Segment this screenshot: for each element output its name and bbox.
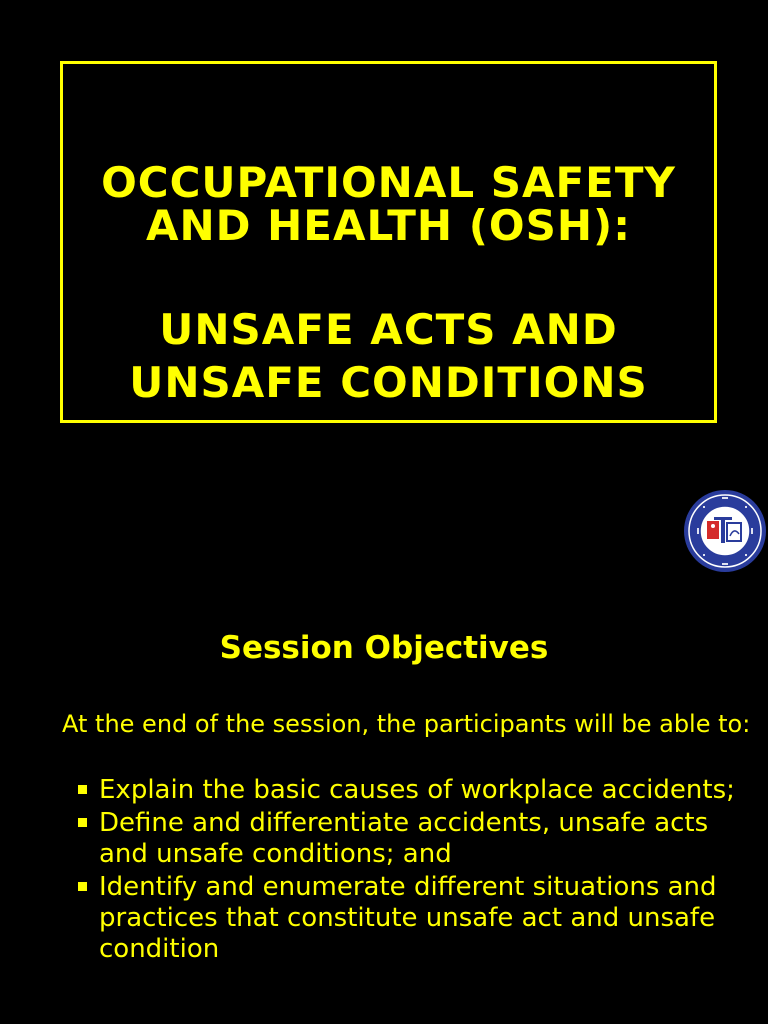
bullet-square-icon bbox=[78, 818, 87, 827]
title-line-1: OCCUPATIONAL SAFETY bbox=[101, 158, 676, 207]
objective-item bbox=[76, 775, 756, 806]
title-line-3: UNSAFE ACTS AND bbox=[159, 305, 618, 354]
title-box bbox=[60, 61, 717, 423]
objective-item bbox=[76, 808, 756, 870]
objective-item bbox=[76, 872, 756, 965]
objective-text: Identify and enumerate different situations and practices that constitute unsafe act and unsafe condition bbox=[99, 872, 717, 964]
bullet-square-icon bbox=[78, 882, 87, 891]
bullet-square-icon bbox=[78, 785, 87, 794]
objective-text: Explain the basic causes of workplace accidents; bbox=[99, 775, 735, 805]
objectives-list bbox=[76, 775, 756, 967]
title-line-2: AND HEALTH (OSH): bbox=[145, 201, 631, 250]
institution-seal-icon bbox=[683, 489, 767, 573]
title-line-4: UNSAFE CONDITIONS bbox=[129, 358, 648, 407]
section-heading: Session Objectives bbox=[219, 630, 549, 666]
intro-text: At the end of the session, the participants will be able to: bbox=[62, 710, 751, 738]
objective-text: Define and differentiate accidents, unsafe acts and unsafe conditions; and bbox=[99, 808, 709, 869]
